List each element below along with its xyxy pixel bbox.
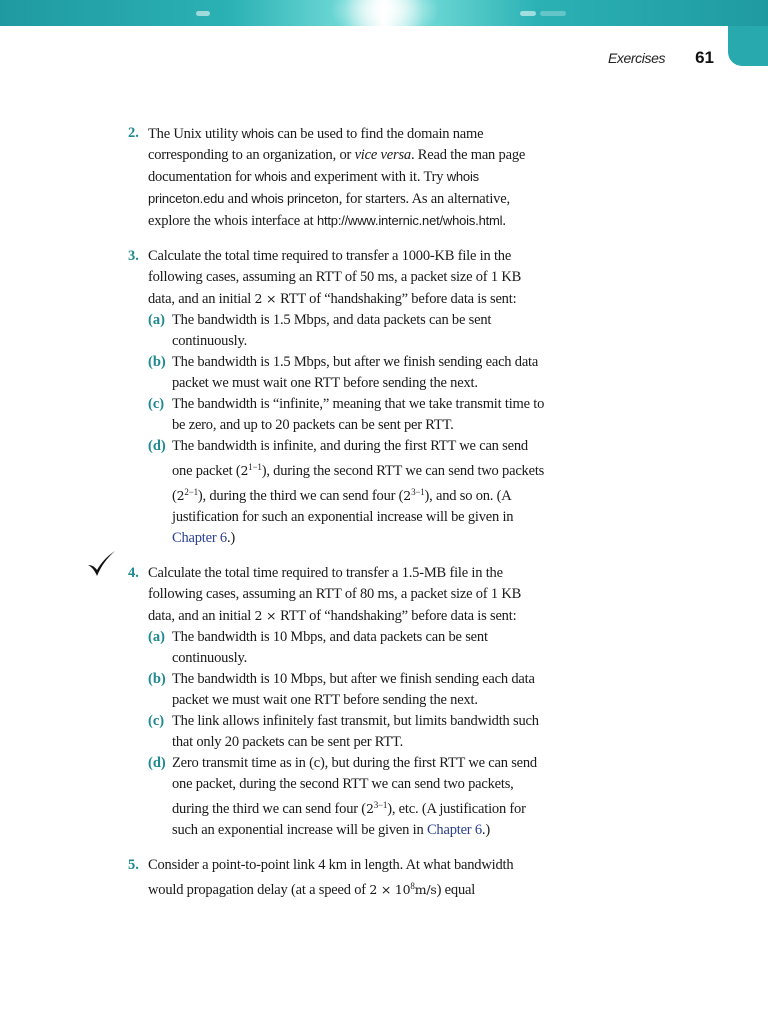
subpart-item xyxy=(148,394,548,436)
subpart-text xyxy=(172,352,548,394)
exercise-item xyxy=(128,123,548,232)
exercise-number: 4. xyxy=(128,565,139,581)
exercise-item xyxy=(128,246,548,549)
text-run: . xyxy=(502,213,506,229)
emphasis-text: vice versa xyxy=(354,147,411,163)
subpart-label: (b) xyxy=(148,354,166,370)
page-corner-tab xyxy=(728,26,768,66)
subpart-text xyxy=(172,310,548,352)
running-head xyxy=(608,48,714,68)
subpart-label: (c) xyxy=(148,713,165,729)
subpart-list xyxy=(148,627,548,841)
math-text: 2 xyxy=(240,463,249,478)
inline-code: whois princeton.edu xyxy=(148,169,479,206)
banner-glow xyxy=(330,0,440,26)
text-run: The link allows infinitely fast transmit, but limits bandwidth such that only 20 packets can be sent per RTT. xyxy=(172,713,539,750)
subpart-item xyxy=(148,627,548,669)
subpart-text xyxy=(172,394,548,436)
subpart-item xyxy=(148,711,548,753)
text-run: , for starters. As an alternative, explore the whois interface at xyxy=(148,191,510,229)
subpart-label: (b) xyxy=(148,671,166,687)
chapter-banner xyxy=(0,0,768,26)
subpart-label: (c) xyxy=(148,396,165,412)
subpart-text xyxy=(172,753,548,841)
text-run: The bandwidth is 1.5 Mbps, and data packets can be sent continuously. xyxy=(172,312,492,349)
text-run: The bandwidth is “infinite,” meaning that we take transmit time to be zero, and up to 20 packets can be sent per RTT. xyxy=(172,396,545,433)
math-text: 2 xyxy=(403,488,412,503)
math-text: 2 xyxy=(176,488,185,503)
inline-code: http://www.internic.net/whois.html xyxy=(316,213,503,228)
superscript: 1−1 xyxy=(248,462,262,472)
subpart-text xyxy=(172,711,548,753)
text-run: ), during the second RTT we can send two packets ( xyxy=(172,463,545,504)
chapter-link[interactable]: Chapter 6 xyxy=(426,822,482,838)
exercise-text xyxy=(148,123,548,232)
text-run: Consider a point-to-point link 4 km in length. At what bandwidth would propagation delay (at a speed of xyxy=(148,857,514,898)
inline-code: whois xyxy=(241,126,274,141)
subpart-item xyxy=(148,669,548,711)
exercise-list xyxy=(128,123,548,915)
subpart-label: (a) xyxy=(148,629,165,645)
text-run: The bandwidth is 10 Mbps, but after we finish sending each data packet we must wait one RTT before sending the next. xyxy=(172,671,535,708)
text-run: RTT of “handshaking” before data is sent: xyxy=(280,291,517,307)
superscript: 3−1 xyxy=(373,800,388,810)
text-run: ), and so on. (A justification for such an exponential increase will be given in xyxy=(172,488,514,525)
subpart-item xyxy=(148,310,548,352)
text-run: ), etc. (A justification for such an exponential increase will be given in xyxy=(172,801,526,838)
subpart-text xyxy=(172,627,548,669)
checkmark-icon xyxy=(86,549,116,579)
text-run: .) xyxy=(481,822,490,838)
text-run: .) xyxy=(226,530,236,546)
superscript: 8 xyxy=(410,881,415,891)
text-run: The bandwidth is infinite, and during the first RTT we can send one packet ( xyxy=(172,438,528,479)
subpart-item xyxy=(148,436,548,549)
subpart-label: (d) xyxy=(148,755,166,771)
subpart-list xyxy=(148,310,548,549)
banner-ornament xyxy=(520,11,536,16)
text-run: Calculate the total time required to transfer a 1.5-MB file in the following cases, assuming an RTT of 80 ms, a packet size of 1 KB data, and an initial xyxy=(148,565,522,624)
text-run: The Unix utility xyxy=(148,126,242,142)
subpart-item xyxy=(148,352,548,394)
text-run: and experiment with it. Try xyxy=(286,169,447,185)
math-text: 2 × 10 xyxy=(369,882,411,897)
banner-ornament xyxy=(540,11,566,16)
subpart-text xyxy=(172,436,548,549)
inline-code: whois princeton xyxy=(251,191,339,206)
inline-code: whois xyxy=(254,169,287,184)
exercise-text xyxy=(148,246,548,310)
exercise-item xyxy=(128,563,548,841)
math-text: 2 × xyxy=(254,291,281,306)
text-run: and xyxy=(224,191,252,207)
page-number: 61 xyxy=(695,48,714,67)
subpart-item xyxy=(148,753,548,841)
chapter-link[interactable]: Chapter 6 xyxy=(172,530,227,546)
section-name: Exercises xyxy=(607,50,666,66)
exercise-text xyxy=(148,563,548,627)
subpart-label: (d) xyxy=(148,438,166,454)
text-run: The bandwidth is 1.5 Mbps, but after we finish sending each data packet we must wait one RTT before sending the next. xyxy=(172,354,539,391)
text-run: can be used to find the domain name corresponding to an organization, or xyxy=(148,126,484,163)
exercise-number: 5. xyxy=(128,857,139,873)
text-run: The bandwidth is 10 Mbps, and data packets can be sent continuously. xyxy=(172,629,488,666)
text-run: Calculate the total time required to transfer a 1000-KB file in the following cases, assuming an RTT of 50 ms, a packet size of 1 KB data, and an initial xyxy=(148,248,522,307)
math-text: 2 xyxy=(365,801,374,816)
superscript: 2−1 xyxy=(184,487,198,497)
subpart-text xyxy=(172,669,548,711)
text-run: ) equal xyxy=(436,882,476,898)
text-run: . Read the man page documentation for xyxy=(148,147,526,185)
text-run: RTT of “handshaking” before data is sent: xyxy=(280,608,517,624)
exercise-text xyxy=(148,855,548,901)
superscript: 3−1 xyxy=(411,487,425,497)
exercise-item xyxy=(128,855,548,901)
exercise-number: 3. xyxy=(128,248,139,264)
exercise-number: 2. xyxy=(128,125,139,141)
subpart-label: (a) xyxy=(148,312,165,328)
banner-ornament xyxy=(196,11,210,16)
text-run: ), during the third we can send four ( xyxy=(197,488,404,504)
math-text: 2 × xyxy=(254,608,281,623)
text-run: Zero transmit time as in (c), but during the first RTT we can send one packet, during the second RTT we can send two packets, during the third we can send four ( xyxy=(172,755,537,817)
math-text: m/s xyxy=(414,882,437,897)
